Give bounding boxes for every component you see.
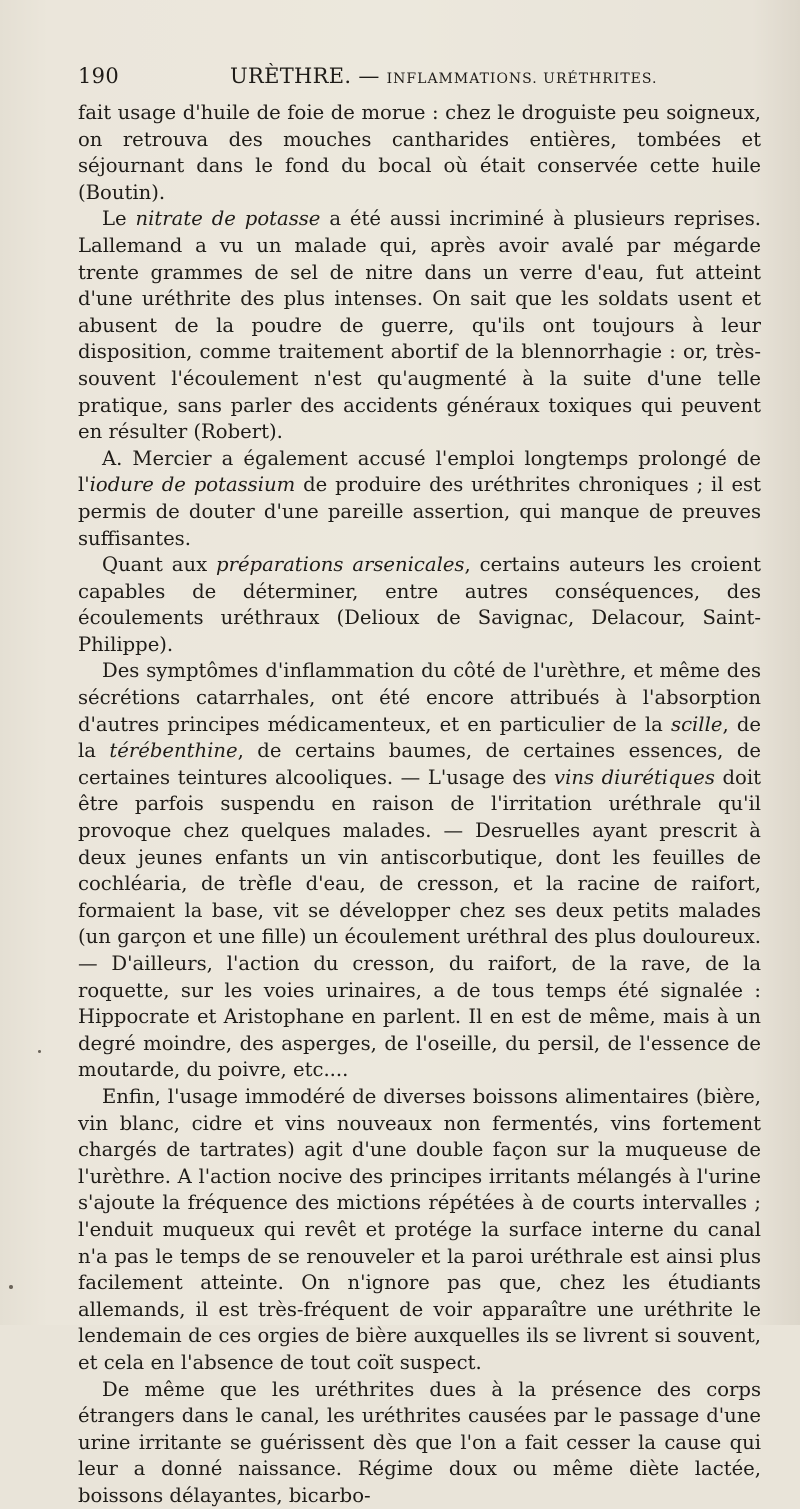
italic-term: préparations arsenicales: [216, 553, 464, 576]
paragraph-4: [78, 552, 761, 658]
paragraph-6: Enfin, l'usage immodéré de diverses boissons alimentaires (bière, vin blanc, cidre et vins nouveaux non fermentés, vins fortement chargés de tartrates) agit d'une double façon sur la muqueuse de l'urèthre. A l'action nocive des principes irritants mélangés à l'urine s'ajoute la fréquence des mictions répétées à de courts intervalles ; l'enduit muqueux qui revêt et protége la surface interne du canal n'a pas le temps de se renouveler et la paroi uréthrale est ainsi plus facilement atteinte. On n'ignore pas que, chez les étudiants allemands, il est très-fréquent de voir apparaître une uréthrite le lendemain de ces orgies de bière auxquelles ils se livrent si souvent, et cela en l'absence de tout coït suspect.: [78, 1084, 761, 1377]
italic-term: térébenthine: [109, 739, 237, 762]
paragraph-7: De même que les uréthrites dues à la présence des corps étrangers dans le canal, les uréthrites causées par le passage d'une urine irritante se guérissent dès que l'on a fait cesser la cause qui leur a donné naissance. Régime doux ou même diète lactée, boissons délayantes, bicarbo-: [78, 1377, 761, 1509]
italic-term: nitrate de potasse: [136, 207, 321, 230]
italic-term: scille: [671, 713, 722, 736]
paper-speck: [38, 1050, 41, 1053]
text-run: , de la: [78, 713, 761, 763]
running-title: [230, 64, 657, 88]
italic-term: iodure de potassium: [90, 473, 296, 496]
running-header: [78, 64, 760, 92]
text-run: Quant aux: [102, 553, 216, 576]
text-run: a été aussi incriminé à plusieurs reprises. Lallemand a vu un malade qui, après avoir avalé par mégarde trente grammes de sel de nitre dans un verre d'eau, fut atteint d'une uréthrite des plus intenses. On sait que les soldats usent et abusent de la poudre de guerre, qu'ils ont toujours à leur disposition, comme traitement abortif de la blennorrhagie : or, très-souvent l'écoulement n'est qu'augmenté à la suite d'une telle pratique, sans parler des accidents généraux toxiques qui peuvent en résulter (Robert).: [78, 207, 761, 443]
section-subtitle: INFLAMMATIONS. URÉTHRITES.: [387, 71, 658, 87]
text-run: A. Mercier a également accusé l'emploi longtemps prolongé de l': [78, 447, 761, 497]
text-run: doit être parfois suspendu en raison de l'irritation uréthrale qu'il provoque chez quelques malades. — Desruelles ayant prescrit à deux jeunes enfants un vin antiscorbutique, dont les feuilles de cochléaria, de trèfle d'eau, de cresson, et la racine de raifort, formaient la base, vit se développer chez ses deux petits malades (un garçon et une fille) un écoulement uréthral des plus douloureux. — D'ailleurs, l'action du cresson, du raifort, de la rave, de la roquette, sur les voies urinaires, a de tous temps été signalée : Hippocrate et Aristophane en parlent. Il en est de même, mais à un degré moindre, des asperges, de l'oseille, du persil, de l'essence de moutarde, du poivre, etc....: [78, 766, 761, 1082]
text-run: , de certains baumes, de certaines essences, de certaines teintures alcooliques. — L'usage des: [78, 739, 761, 789]
paragraph-1: fait usage d'huile de foie de morue : chez le droguiste peu soigneux, on retrouva des mouches cantharides entières, tombées et séjournant dans le fond du bocal où était conservée cette huile (Boutin).: [78, 100, 761, 206]
italic-term: vins diurétiques: [554, 766, 715, 789]
paragraph-5: [78, 658, 761, 1084]
text-run: , certains auteurs les croient capables de déterminer, entre autres conséquences, des écoulements uréthraux (Delioux de Savignac, Delacour, Saint-Philippe).: [78, 553, 761, 656]
paragraph-2: [78, 206, 761, 445]
text-run: de produire des uréthrites chroniques ; il est permis de douter d'une pareille assertion, qui manque de preuves suffisantes.: [78, 473, 761, 549]
text-run: Des symptômes d'inflammation du côté de l'urèthre, et même des sécrétions catarrhales, ont été encore attribués à l'absorption d'autres principes médicamenteux, et en particulier de la: [78, 659, 761, 735]
text-run: Le: [102, 207, 136, 230]
paragraph-3: [78, 446, 761, 552]
page-number: 190: [78, 64, 119, 88]
chapter-title: URÈTHRE.: [230, 64, 351, 88]
body-text: [78, 100, 761, 1509]
title-dash: —: [351, 64, 386, 88]
paper-speck: [9, 1285, 13, 1289]
